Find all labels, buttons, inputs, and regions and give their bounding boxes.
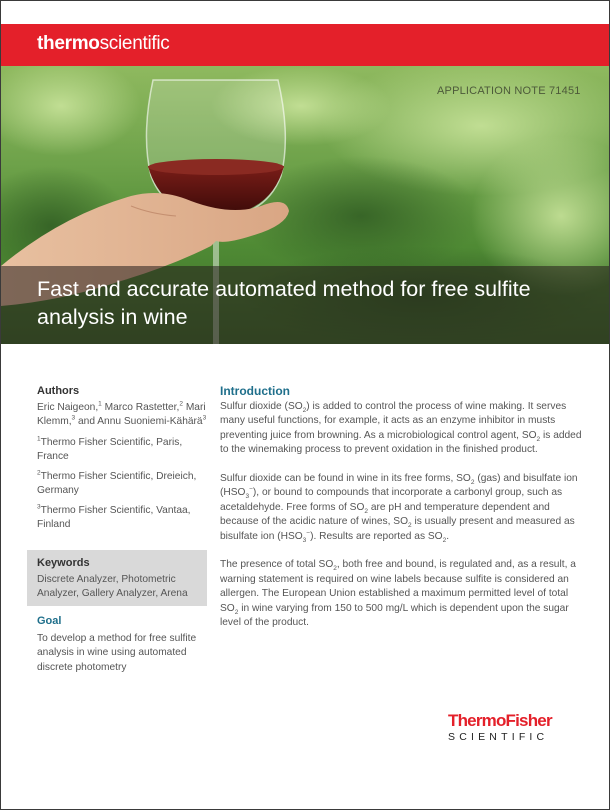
brand-logo: thermoscientific (37, 33, 170, 54)
keywords-section (37, 556, 205, 602)
introduction-heading: Introduction (220, 384, 290, 398)
affiliation: $^3$Thermo Fisher Scientific, Vantaa, Finland (37, 503, 191, 530)
authors-section (37, 384, 207, 538)
affiliation: $^1$Thermo Fisher Scientific, Paris, France (37, 435, 183, 462)
keywords-heading: Keywords (37, 557, 90, 569)
affiliation: $^2$Thermo Fisher Scientific, Dreieich, Germany (37, 469, 197, 496)
intro-paragraph-3: The presence of total $SO_2$, both free and bound, is regulated and, as a result, a warning statement is required on wine labels because sulfite is considered an allergen. The European Union established a maximum permitted level of total $SO_2$ in wine varying from 150 to 500 mg/L which is dependent upon the sugar level of the product. (220, 559, 576, 628)
goal-heading: Goal (37, 615, 62, 627)
authors-heading: Authors (37, 385, 80, 397)
intro-paragraph-2: Sulfur dioxide can be found in wine in its free forms, $SO_2$ (gas) and bisulfate ion $(HSO_3^-)$, or bound to compounds that incorporate a carbonyl group, such as acetaldehyde. Free forms of $SO_2$ are pH and temperature dependent and because of the acidic nature of wines, $SO_2$ is usually present and measured as bisulfate ion $(HSO_3^-)$. Results are reported as $SO_2$. (220, 472, 578, 544)
logo-wordmark-bottom: SCIENTIFIC (448, 731, 549, 743)
goal-section (37, 614, 205, 675)
page-title: Fast and accurate automated method for free sulfite analysis in wine (37, 277, 531, 329)
author-names: Eric Naigeon,$^1$ Marco Rastetter,$^2$ Mari Klemm,$^3$ and Annu Suoniemi-Kähärä$^3$ (37, 400, 207, 427)
goal-text: To develop a method for free sulfite analysis in wine using automated discrete photometry (37, 632, 197, 673)
keywords-text: Discrete Analyzer, Photometric Analyzer, Gallery Analyzer, Arena (37, 573, 188, 599)
thermo-fisher-logo (448, 711, 578, 743)
intro-paragraph-1: Sulfur dioxide $(SO_2)$ is added to control the process of wine making. It serves many useful functions, for example, it acts as an enzyme inhibitor in musts preventing juice from browning. As a microbiological control agent, $SO_2$ is added to the winemaking process to prevent oxidation in the finished product. (220, 400, 582, 455)
application-note-label: APPLICATION NOTE 71451 (437, 85, 581, 97)
logo-wordmark-top: ThermoFisher (448, 711, 552, 730)
introduction-section (220, 384, 585, 645)
